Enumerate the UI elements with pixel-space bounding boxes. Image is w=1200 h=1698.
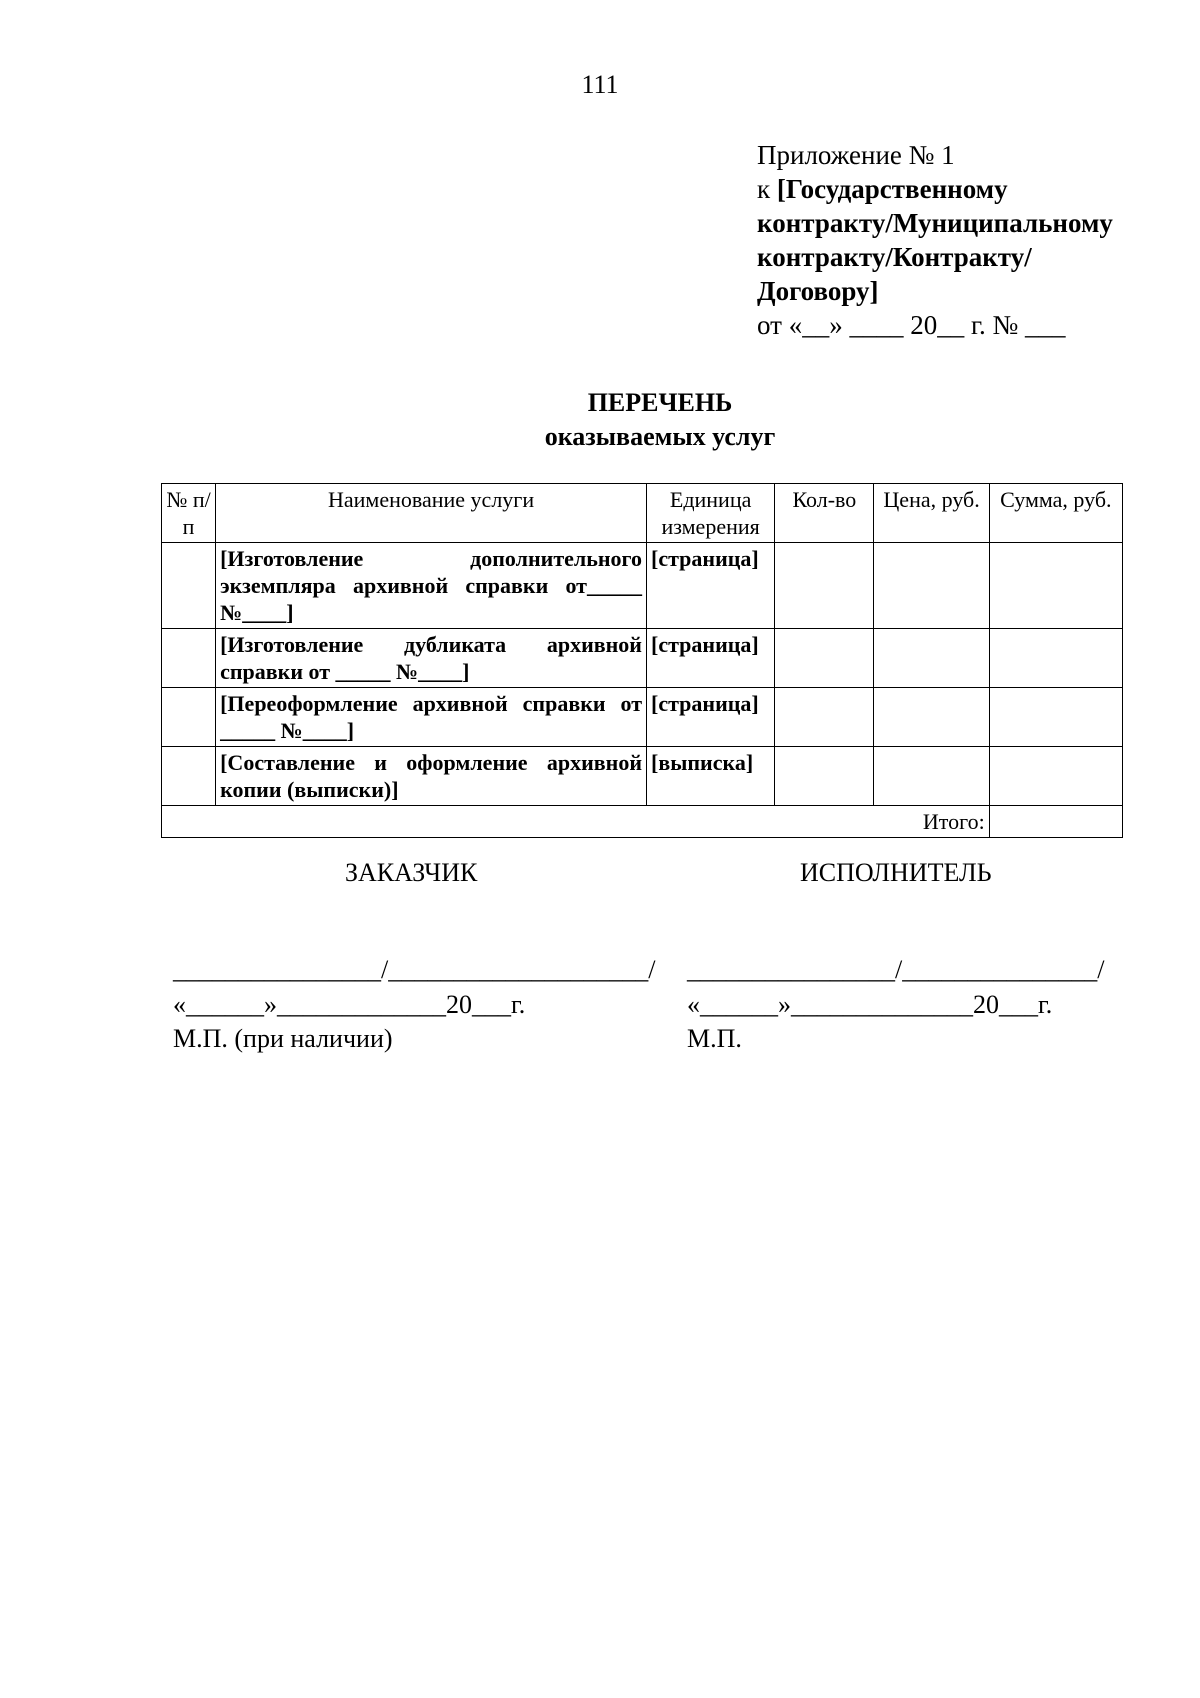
row-unit: [выписка] [647,747,775,806]
table-total-row [162,806,1123,838]
table-row [162,688,1123,747]
row-sum [989,688,1122,747]
row-quantity [775,747,874,806]
appendix-line-5: Договору] [757,276,879,306]
row-sum [989,543,1122,629]
customer-signature-line: ________________/____________________/ [173,955,656,984]
row-sum [989,629,1122,688]
appendix-line-2 [757,172,1177,206]
appendix-date-line: от «__» ____ 20__ г. № ___ [757,310,1066,340]
contractor-stamp: М.П. [687,1024,742,1053]
row-unit: [страница] [647,543,775,629]
table-header-row [162,484,1123,543]
row-price [874,747,989,806]
appendix-line-3: контракту/Муниципальному [757,208,1113,238]
customer-label: ЗАКАЗЧИК [345,858,478,887]
document-title-block [0,386,1200,454]
row-service-name: [Изготовление дополнительного экземпляра архивной справки от_____ №____] [216,543,647,629]
contractor-date-line: «______»______________20___г. [687,990,1053,1019]
row-price [874,629,989,688]
appendix-line-4: контракту/Контракту/ [757,242,1032,272]
row-service-name: [Переоформление архивной справки от _____ №____] [216,688,647,747]
customer-date-line: «______»_____________20___г. [173,990,526,1019]
page-number: 111 [581,70,619,99]
row-quantity [775,688,874,747]
table-row [162,747,1123,806]
header-service-name: Наименование услуги [216,484,647,543]
row-number [162,629,216,688]
row-price [874,688,989,747]
document-subtitle: оказываемых услуг [544,422,776,451]
row-sum [989,747,1122,806]
header-quantity: Кол-во [775,484,874,543]
appendix-header [757,138,1177,342]
row-number [162,543,216,629]
row-service-name: [Изготовление дубликата архивной справки от _____ №____] [216,629,647,688]
total-value [989,806,1122,838]
header-price: Цена, руб. [874,484,989,543]
row-price [874,543,989,629]
table-row [162,543,1123,629]
row-quantity [775,629,874,688]
header-sum: Сумма, руб. [989,484,1122,543]
row-quantity [775,543,874,629]
appendix-line-1: Приложение № 1 [757,140,955,170]
contractor-signature-line: ________________/_______________/ [687,955,1105,984]
table-row [162,629,1123,688]
row-service-name: [Составление и оформление архивной копии (выписки)] [216,747,647,806]
document-title: ПЕРЕЧЕНЬ [587,388,733,417]
row-unit: [страница] [647,688,775,747]
row-number [162,747,216,806]
customer-stamp: М.П. (при наличии) [173,1024,393,1053]
row-number [162,688,216,747]
contractor-label: ИСПОЛНИТЕЛЬ [800,858,992,887]
total-label: Итого: [162,806,990,838]
services-table [161,483,1123,838]
appendix-contract-type: [Государственному [776,174,1008,204]
appendix-prefix: к [757,174,777,204]
row-unit: [страница] [647,629,775,688]
header-number: № п/п [162,484,216,543]
header-unit: Единица измерения [647,484,775,543]
